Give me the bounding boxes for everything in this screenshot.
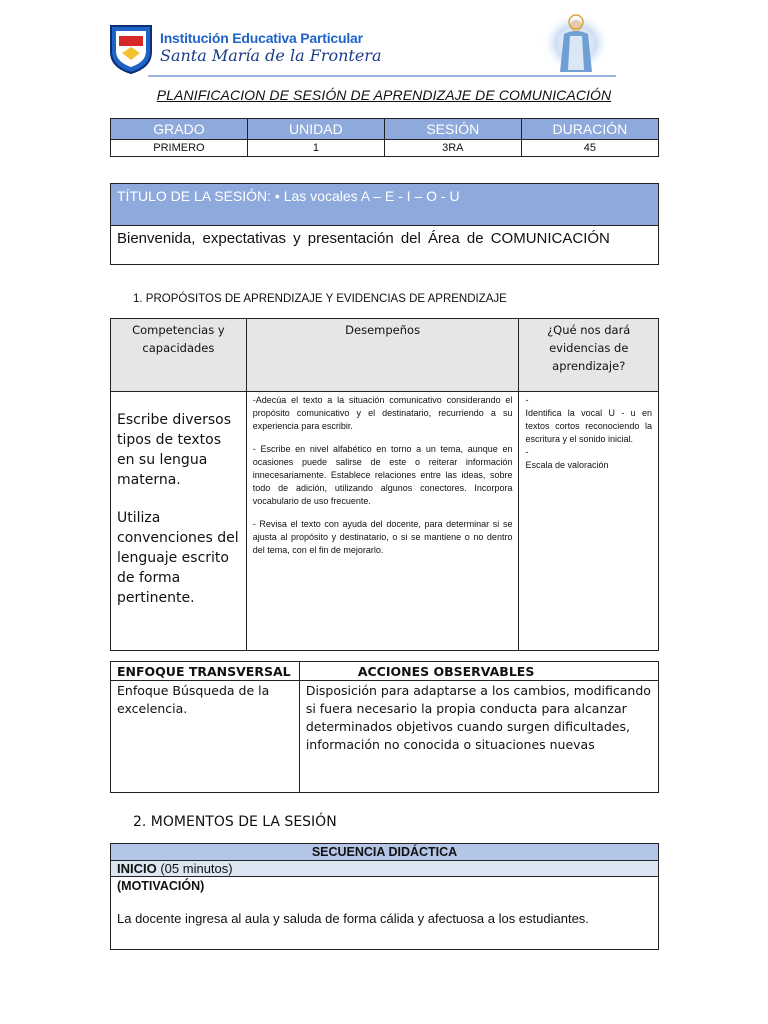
- enfoque-table: [110, 661, 659, 793]
- grade-value: PRIMERO: [111, 140, 248, 157]
- duration-value: 45: [521, 140, 658, 157]
- section-purposes-heading: 1. PROPÓSITOS DE APRENDIZAJE Y EVIDENCIAS DE APRENDIZAJE: [133, 293, 507, 305]
- inicio-row: [111, 861, 659, 877]
- acciones-cell: Disposición para adaptarse a los cambios, modificando si fuera necesario la propia conducta para alcanzar determinados objetivos cuando surgen dificultades, información no conocida o situaciones nuevas: [299, 681, 658, 793]
- evidencias-cell: [519, 392, 659, 651]
- motivation-text: La docente ingresa al aula y saluda de forma cálida y afectuosa a los estudiantes.: [117, 911, 589, 926]
- enfoque-cell: Enfoque Búsqueda de la excelencia.: [111, 681, 300, 793]
- competencia-item: Escribe diversos tipos de textos en su lengua materna.: [117, 412, 232, 488]
- evidencias-header: ¿Qué nos dará evidencias de aprendizaje?: [519, 319, 659, 392]
- motivation-title: (MOTIVACIÓN): [117, 879, 205, 893]
- duration-header: DURACIÓN: [521, 119, 658, 140]
- sequence-table: [110, 843, 659, 950]
- institution-name: Institución Educativa Particular: [160, 30, 363, 46]
- desempenos-header: Desempeños: [246, 319, 519, 392]
- document-title: PLANIFICACION DE SESIÓN DE APRENDIZAJE DE COMUNICACIÓN: [156, 87, 612, 103]
- sequence-header: SECUENCIA DIDÁCTICA: [111, 844, 659, 861]
- school-name: Santa María de la Frontera: [160, 46, 382, 65]
- desempeno-item: - Escribe en nivel alfabético en torno a un tema, aunque en ocasiones puede salirse de este o reiterar información innecesariamente. Establece relaciones entre las ideas, sobre todo de adición, utilizando algunos conectores. Incorpora vocabulario de uso frecuente.: [252, 444, 513, 506]
- evidencia-item: -: [525, 447, 529, 457]
- desempeno-item: - Revisa el texto con ayuda del docente, para determinar si se ajusta al propósito y destinatario, o si se mantiene o no dentro del tema, con el fin de mejorarlo.: [252, 519, 513, 555]
- purposes-table: [110, 318, 659, 651]
- competencias-cell: [111, 392, 247, 651]
- motivation-cell: [111, 877, 659, 950]
- evidencia-item: -: [525, 395, 529, 405]
- session-value: 3RA: [384, 140, 521, 157]
- unit-value: 1: [247, 140, 384, 157]
- grade-table: [110, 118, 659, 157]
- enfoque-header: ENFOQUE TRANSVERSAL: [111, 662, 300, 681]
- session-title: TÍTULO DE LA SESIÓN: • Las vocales A – E - I – O - U: [111, 184, 658, 226]
- evidencia-item: Identifica la vocal U - u en textos cortos reconociendo la escritura y el sonido inicial.: [525, 408, 652, 444]
- grade-header: GRADO: [111, 119, 248, 140]
- desempeno-item: -Adecúa el texto a la situación comunicativo considerando el propósito comunicativo y el destinatario, recurriendo a su experiencia para escribir.: [252, 395, 513, 431]
- inicio-label: INICIO: [117, 861, 157, 876]
- session-title-box: [110, 183, 659, 265]
- desempenos-cell: [246, 392, 519, 651]
- session-header: SESIÓN: [384, 119, 521, 140]
- competencias-header: Competencias y capacidades: [111, 319, 247, 392]
- section-moments-heading: 2. MOMENTOS DE LA SESIÓN: [133, 814, 337, 830]
- school-shield-logo: [108, 22, 154, 74]
- evidencia-item: Escala de valoración: [525, 460, 609, 470]
- header-divider: [148, 75, 616, 77]
- session-welcome: Bienvenida, expectativas y presentación del Área de COMUNICACIÓN: [117, 230, 610, 247]
- competencia-item: Utiliza convenciones del lenguaje escrito de forma pertinente.: [117, 510, 239, 606]
- saint-image: [540, 12, 612, 74]
- acciones-header: ACCIONES OBSERVABLES: [299, 662, 658, 681]
- unit-header: UNIDAD: [247, 119, 384, 140]
- inicio-time: (05 minutos): [156, 861, 233, 876]
